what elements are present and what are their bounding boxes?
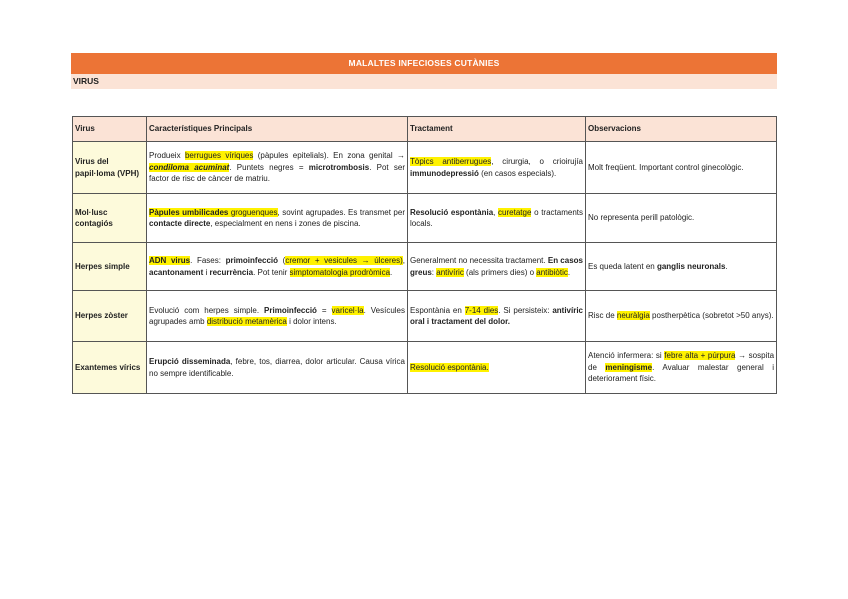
highlighted-text: simptomatologia prodròmica <box>289 267 391 277</box>
text-run: ( <box>278 256 286 265</box>
text-run: Erupció disseminada <box>149 357 231 366</box>
table-row <box>73 342 777 394</box>
text-run: . Pot ser factor de risc de càncer de matriu. <box>149 162 405 184</box>
text-run: recurrència <box>209 267 254 277</box>
text-run: No representa perill patològic. <box>588 213 695 223</box>
text-run: Evolució com herpes simple. <box>149 305 265 315</box>
text-run: Es queda latent en <box>588 261 657 271</box>
text-run: = <box>316 305 332 315</box>
text-run: → sospita de <box>588 351 775 372</box>
highlighted-text: Tòpics antiberrugues <box>410 157 492 166</box>
row-observations <box>586 342 777 394</box>
text-run: . Fases: <box>190 256 226 265</box>
text-run: Molt freqüent. Important control ginecològic. <box>588 162 744 172</box>
text-run: Risc de <box>588 311 617 321</box>
highlighted-text: meningisme <box>605 362 653 372</box>
row-characteristics <box>147 194 408 243</box>
table-row <box>73 291 777 342</box>
text-run: . Puntets negres = <box>229 162 309 172</box>
text-run: i <box>203 267 210 277</box>
row-name: Herpes zòster <box>73 291 147 342</box>
text-run: En casos greus <box>410 256 583 277</box>
text-run: primoinfecció <box>225 256 279 265</box>
text-run: (en casos especials). <box>478 168 557 178</box>
text-run: postherpètica (sobretot >50 anys). <box>649 311 774 321</box>
table-row <box>73 194 777 243</box>
header-treatment: Tractament <box>408 117 586 142</box>
text-run: immunodepressió <box>410 168 479 178</box>
text-run: Produeix <box>149 151 185 161</box>
text-run: Resolució espontània <box>410 207 494 217</box>
text-run: , cirurgia, o crioirujía <box>491 157 583 166</box>
highlighted-text: antibiòtic <box>536 267 568 277</box>
text-run: , especialment en nens i zones de piscina. <box>210 219 361 228</box>
row-observations <box>586 243 777 291</box>
text-run: Espontània en <box>410 305 465 315</box>
row-characteristics <box>147 142 408 194</box>
text-run: contacte directe <box>149 219 211 228</box>
highlighted-text: condiloma acuminat <box>149 162 230 172</box>
text-run: (als primers dies) o <box>463 267 537 277</box>
text-run: . <box>725 261 728 271</box>
highlighted-text: groguenques <box>230 207 278 217</box>
text-run: , <box>493 207 499 217</box>
row-characteristics <box>147 342 408 394</box>
text-run: . Avaluar malestar general i deteriorament físic. <box>588 362 774 384</box>
header-virus: Virus <box>73 117 147 142</box>
row-characteristics <box>147 243 408 291</box>
text-run: . <box>567 267 571 277</box>
table-row <box>73 243 777 291</box>
text-run: Generalment no necessita tractament. <box>410 256 548 265</box>
text-run: ganglis neuronals <box>656 261 726 271</box>
text-run: . Si persisteix: <box>498 305 553 315</box>
text-run: , <box>402 256 405 265</box>
table-row <box>73 142 777 194</box>
document-banner-title: MALALTES INFECIOSES CUTÀNIES <box>71 53 777 74</box>
text-run: : <box>431 267 437 277</box>
highlighted-text: Resolució espontània. <box>410 362 489 372</box>
highlighted-text: varicel·la <box>331 305 364 315</box>
header-characteristics: Característiques Principals <box>147 117 408 142</box>
highlighted-text: curetatge <box>498 207 532 217</box>
text-run: , febre, tos, diarrea, dolor articular. Causa vírica no sempre identificable. <box>149 357 405 378</box>
highlighted-text: Pàpules umbilicades <box>149 207 229 217</box>
row-treatment <box>408 243 586 291</box>
text-run: . <box>390 267 393 277</box>
text-run: . Vesícules agrupades amb <box>149 305 405 326</box>
text-run: i dolor intens. <box>286 317 337 326</box>
text-run: . Pot tenir <box>253 267 290 277</box>
row-name: Mol·lusc contagiós <box>73 194 147 243</box>
text-run: Atenció infermera: si <box>588 351 665 361</box>
row-treatment <box>408 342 586 394</box>
row-observations <box>586 194 777 243</box>
text-run: antivíric oral i tractament del dolor. <box>410 305 584 326</box>
row-characteristics <box>147 291 408 342</box>
row-observations <box>586 142 777 194</box>
row-treatment <box>408 142 586 194</box>
highlighted-text: distribució metamèrica <box>206 317 287 326</box>
highlighted-text: berrugues víriques <box>184 151 254 161</box>
row-treatment <box>408 194 586 243</box>
text-run: Primoinfecció <box>264 305 317 315</box>
text-run: acantonament <box>149 267 204 277</box>
header-observations: Observacions <box>586 117 777 142</box>
row-treatment <box>408 291 586 342</box>
highlighted-text: ADN virus <box>149 256 191 265</box>
row-name: Exantemes vírics <box>73 342 147 394</box>
highlighted-text: cremor + vesicules → úlceres) <box>285 256 403 265</box>
highlighted-text: antivíric <box>436 267 464 277</box>
highlighted-text: neuràlgia <box>616 311 650 321</box>
text-run: , sovint agrupades. Es transmet per <box>277 207 405 217</box>
row-name: Virus del papil·loma (VPH) <box>73 142 147 194</box>
table-header-row <box>73 117 777 142</box>
virus-table <box>72 116 777 394</box>
highlighted-text: febre alta + púrpura <box>664 351 736 361</box>
section-title: VIRUS <box>71 74 777 89</box>
text-run: o tractaments locals. <box>410 207 583 228</box>
text-run: microtrombosis <box>308 162 370 172</box>
row-observations <box>586 291 777 342</box>
highlighted-text: 7-14 dies <box>464 305 499 315</box>
text-run: (pàpules epitelials). En zona genital → <box>253 151 405 161</box>
row-name: Herpes simple <box>73 243 147 291</box>
